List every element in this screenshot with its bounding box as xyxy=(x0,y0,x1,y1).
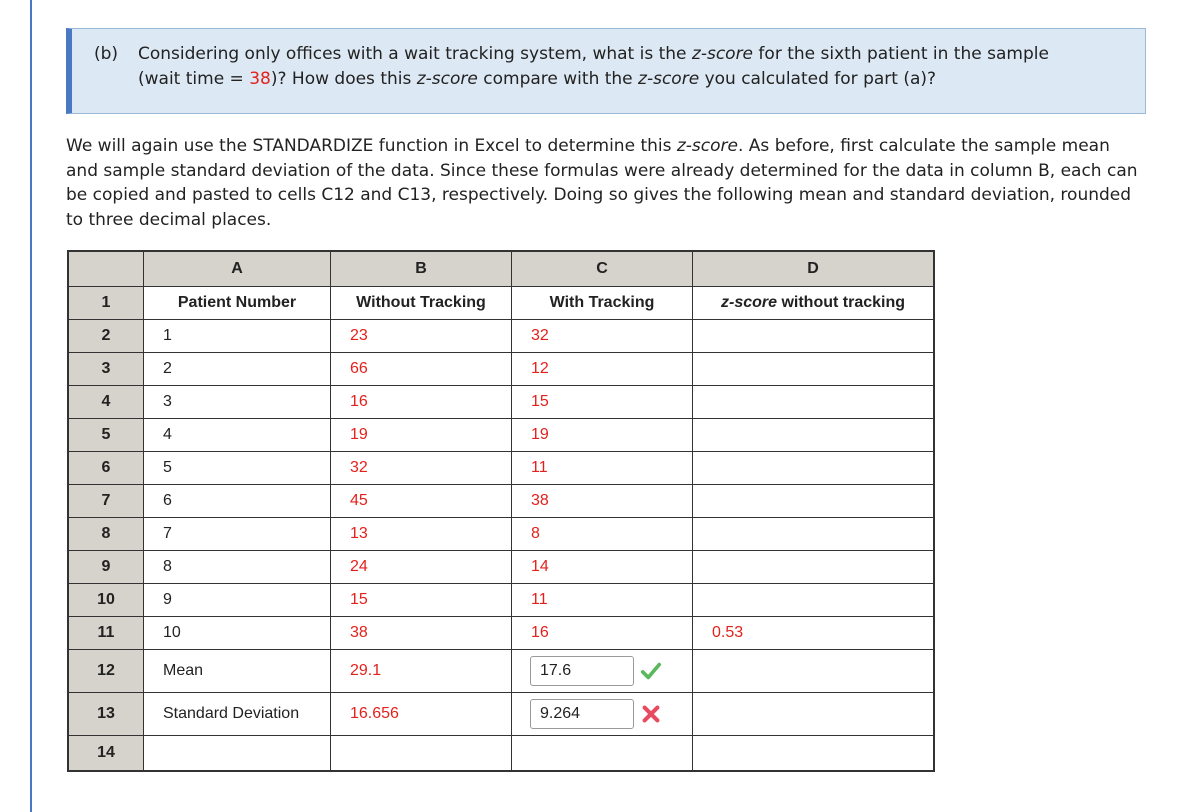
row-number: 6 xyxy=(68,452,144,485)
row-number: 3 xyxy=(68,353,144,386)
table-row xyxy=(68,452,934,485)
without-tracking-cell: 66 xyxy=(331,353,512,386)
with-tracking-cell: 38 xyxy=(512,485,693,518)
z-score-cell xyxy=(693,584,935,617)
z-score-cell: 0.53 xyxy=(693,617,935,650)
table-row xyxy=(68,617,934,650)
question-text xyxy=(138,42,1138,92)
mean-with-tracking-cell xyxy=(512,650,693,693)
column-header-c: C xyxy=(512,251,693,287)
row-number: 5 xyxy=(68,419,144,452)
table-row xyxy=(68,584,934,617)
table-row xyxy=(68,386,934,419)
mean-row xyxy=(68,650,934,693)
corner-cell xyxy=(68,251,144,287)
empty-cell xyxy=(512,736,693,772)
without-tracking-cell: 23 xyxy=(331,320,512,353)
empty-cell xyxy=(331,736,512,772)
row-number: 14 xyxy=(68,736,144,772)
row-number: 10 xyxy=(68,584,144,617)
patient-number-cell: 7 xyxy=(144,518,331,551)
patient-number-cell: 10 xyxy=(144,617,331,650)
header-patient-number: Patient Number xyxy=(144,287,331,320)
row-number: 4 xyxy=(68,386,144,419)
question-box xyxy=(66,28,1146,114)
sd-answer-input[interactable] xyxy=(530,699,634,729)
row-number: 12 xyxy=(68,650,144,693)
sd-with-tracking-cell xyxy=(512,693,693,736)
header-z-score-label: z-score without tracking xyxy=(720,294,906,311)
patient-number-cell: 6 xyxy=(144,485,331,518)
table-row xyxy=(68,419,934,452)
with-tracking-cell: 32 xyxy=(512,320,693,353)
without-tracking-cell: 45 xyxy=(331,485,512,518)
patient-number-cell: 9 xyxy=(144,584,331,617)
column-header-b: B xyxy=(331,251,512,287)
without-tracking-cell: 24 xyxy=(331,551,512,584)
column-header-d: D xyxy=(693,251,935,287)
without-tracking-cell: 16 xyxy=(331,386,512,419)
row-number: 8 xyxy=(68,518,144,551)
column-header-row xyxy=(68,251,934,287)
header-z-score xyxy=(693,287,935,320)
with-tracking-cell: 14 xyxy=(512,551,693,584)
without-tracking-cell: 15 xyxy=(331,584,512,617)
row-number: 7 xyxy=(68,485,144,518)
with-tracking-cell: 12 xyxy=(512,353,693,386)
table-row xyxy=(68,320,934,353)
patient-number-cell: 8 xyxy=(144,551,331,584)
mean-d-cell xyxy=(693,650,935,693)
table-row xyxy=(68,551,934,584)
sd-without-tracking: 16.656 xyxy=(331,693,512,736)
with-tracking-cell: 15 xyxy=(512,386,693,419)
header-without-tracking: Without Tracking xyxy=(331,287,512,320)
row-number: 9 xyxy=(68,551,144,584)
mean-without-tracking: 29.1 xyxy=(331,650,512,693)
with-tracking-cell: 16 xyxy=(512,617,693,650)
patient-number-cell: 3 xyxy=(144,386,331,419)
patient-number-cell: 4 xyxy=(144,419,331,452)
z-score-cell xyxy=(693,419,935,452)
sd-row xyxy=(68,693,934,736)
wait-time-value: 38 xyxy=(249,69,271,89)
z-score-cell xyxy=(693,518,935,551)
cross-icon xyxy=(640,703,662,725)
check-icon xyxy=(640,660,662,682)
sd-d-cell xyxy=(693,693,935,736)
mean-label: Mean xyxy=(144,650,331,693)
column-header-a: A xyxy=(144,251,331,287)
z-score-cell xyxy=(693,551,935,584)
question-label: (b) xyxy=(94,44,119,64)
empty-cell xyxy=(144,736,331,772)
table-row xyxy=(68,353,934,386)
table-row xyxy=(68,287,934,320)
row-number: 13 xyxy=(68,693,144,736)
sd-label: Standard Deviation xyxy=(144,693,331,736)
without-tracking-cell: 32 xyxy=(331,452,512,485)
with-tracking-cell: 19 xyxy=(512,419,693,452)
header-with-tracking: With Tracking xyxy=(512,287,693,320)
question-line-1: Considering only offices with a wait tracking system, what is the z-score for the sixth patient in the sample xyxy=(138,44,1049,64)
row-number: 2 xyxy=(68,320,144,353)
with-tracking-cell: 11 xyxy=(512,584,693,617)
without-tracking-cell: 13 xyxy=(331,518,512,551)
table-row xyxy=(68,518,934,551)
empty-cell xyxy=(693,736,935,772)
patient-number-cell: 2 xyxy=(144,353,331,386)
last-row xyxy=(68,736,934,772)
z-score-cell xyxy=(693,320,935,353)
question-line-2-suffix: )? How does this z-score compare with the z-score you calculated for part (a)? xyxy=(270,69,937,89)
instruction-paragraph: We will again use the STANDARDIZE function in Excel to determine this z-score. As before, first calculate the sample mean and sample standard deviation of the data. Since these formulas were already determined for the data in column B, each can be copied and pasted to cells C12 and C13, respectively. Doing so gives the following mean and standard deviation, rounded to three decimal places. xyxy=(66,136,1138,230)
mean-answer-input[interactable] xyxy=(530,656,634,686)
with-tracking-cell: 8 xyxy=(512,518,693,551)
without-tracking-cell: 38 xyxy=(331,617,512,650)
row-number: 1 xyxy=(68,287,144,320)
z-score-cell xyxy=(693,353,935,386)
patient-number-cell: 1 xyxy=(144,320,331,353)
z-score-cell xyxy=(693,452,935,485)
table-row xyxy=(68,485,934,518)
left-border-rule xyxy=(30,0,32,812)
z-score-cell xyxy=(693,485,935,518)
with-tracking-cell: 11 xyxy=(512,452,693,485)
z-score-cell xyxy=(693,386,935,419)
row-number: 11 xyxy=(68,617,144,650)
spreadsheet-table xyxy=(67,250,935,772)
patient-number-cell: 5 xyxy=(144,452,331,485)
question-line-2-prefix: (wait time = xyxy=(138,69,250,89)
without-tracking-cell: 19 xyxy=(331,419,512,452)
